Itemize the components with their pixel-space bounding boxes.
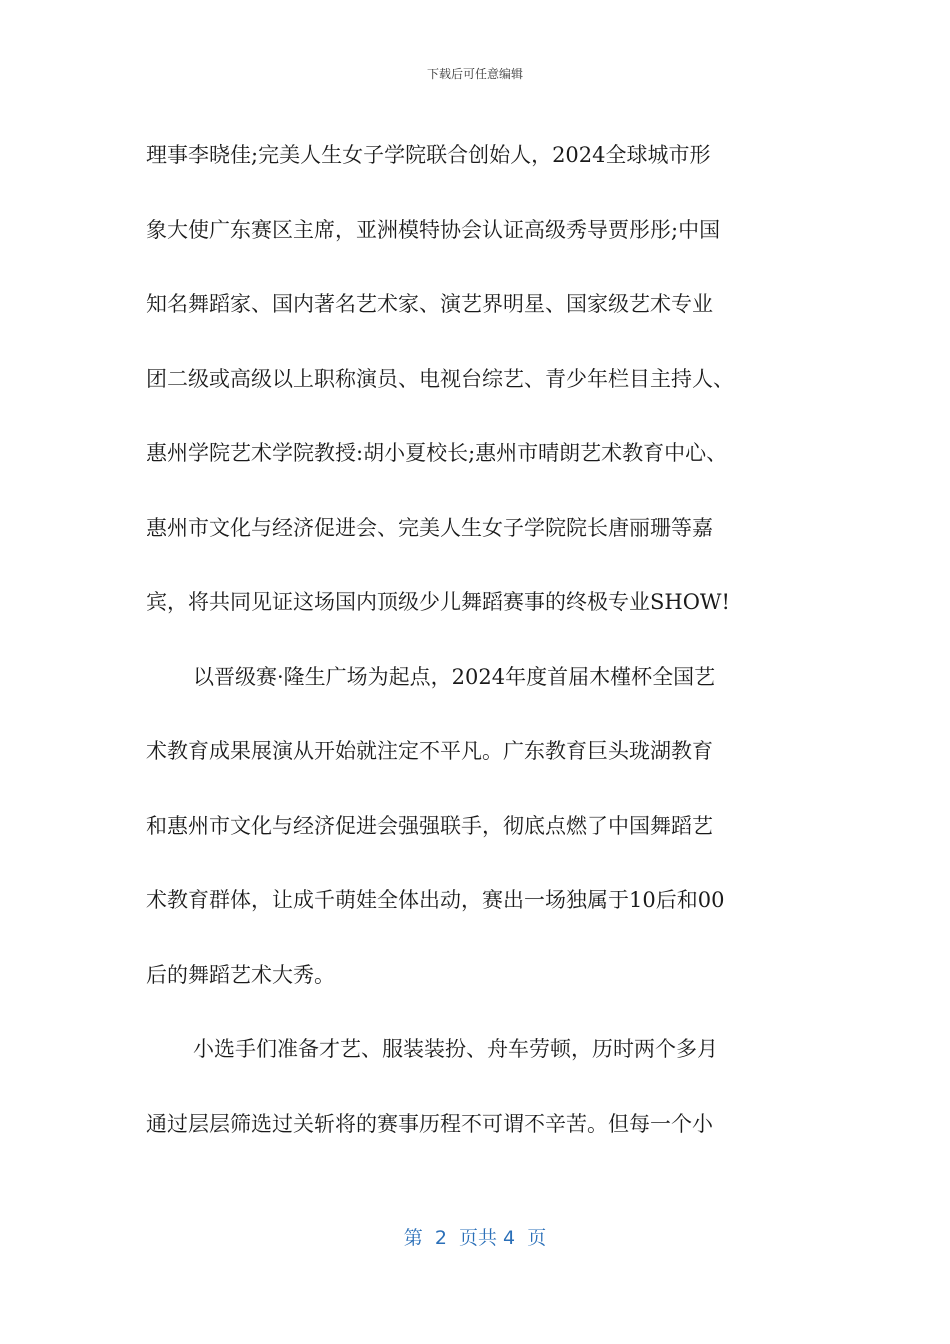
paragraph-2 <box>146 640 808 1013</box>
text-line: 和惠州市文化与经济促进会强强联手，彻底点燃了中国舞蹈艺 <box>146 813 713 838</box>
text-line: 宾，将共同见证这场国内顶级少儿舞蹈赛事的终极专业SHOW! <box>146 590 730 614</box>
text-line: 以晋级赛·隆生广场为起点，2024年度首届木槿杯全国艺 <box>193 664 716 689</box>
text-line: 惠州市文化与经济促进会、完美人生女子学院院长唐丽珊等嘉 <box>146 515 713 540</box>
text-line: 团二级或高级以上职称演员、电视台综艺、青少年栏目主持人、 <box>146 366 734 391</box>
text-line: 象大使广东赛区主席，亚洲模特协会认证高级秀导贾彤彤;中国 <box>146 217 721 242</box>
text-line: 小选手们准备才艺、服装装扮、舟车劳顿，历时两个多月 <box>193 1037 718 1061</box>
text-line: 理事李晓佳;完美人生女子学院联合创始人，2024全球城市形 <box>146 143 711 167</box>
paragraph-3 <box>146 1012 808 1161</box>
text-line: 通过层层筛选过关斩将的赛事历程不可谓不辛苦。但每一个小 <box>146 1111 713 1136</box>
page-header: 下载后可任意编辑 <box>426 67 523 81</box>
page-number-footer: 第 2 页共 4 页 <box>403 1227 547 1249</box>
paragraph-1 <box>146 118 808 640</box>
document-body <box>146 118 808 1161</box>
text-line: 后的舞蹈艺术大秀。 <box>146 962 335 987</box>
text-line: 知名舞蹈家、国内著名艺术家、演艺界明星、国家级艺术专业 <box>146 292 713 316</box>
text-line: 术教育成果展演从开始就注定不平凡。广东教育巨头珑湖教育 <box>146 739 713 763</box>
text-line: 术教育群体，让成千萌娃全体出动，赛出一场独属于10后和00 <box>146 888 725 912</box>
text-line: 惠州学院艺术学院教授:胡小夏校长;惠州市晴朗艺术教育中心、 <box>146 441 728 465</box>
